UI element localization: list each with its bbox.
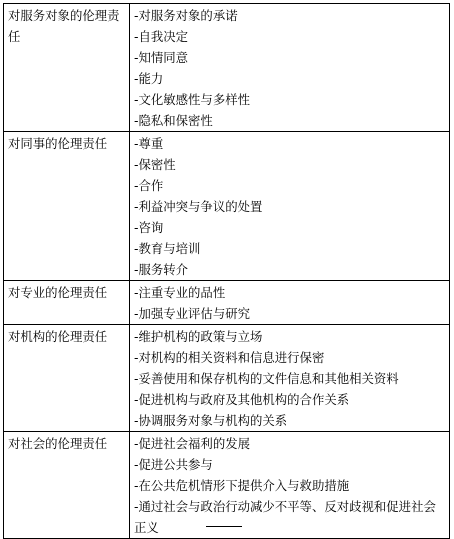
items-cell bbox=[130, 325, 450, 432]
table-row bbox=[4, 325, 450, 432]
category-label: 对服务对象的伦理责任 bbox=[8, 8, 120, 44]
category-label: 对社会的伦理责任 bbox=[8, 436, 108, 451]
list-item: -教育与培训 bbox=[134, 241, 201, 256]
category-label: 对机构的伦理责任 bbox=[8, 329, 108, 344]
list-item: -维护机构的政策与立场 bbox=[134, 329, 263, 344]
table-row bbox=[4, 132, 450, 281]
items-cell bbox=[130, 132, 450, 281]
list-item: -服务转介 bbox=[134, 262, 189, 277]
table-row bbox=[4, 281, 450, 325]
category-cell bbox=[4, 281, 130, 325]
list-item: -对服务对象的承诺 bbox=[134, 8, 238, 23]
list-item: -促进公共参与 bbox=[134, 457, 213, 472]
list-item: -尊重 bbox=[134, 136, 164, 151]
list-item: -妥善使用和保存机构的文件信息和其他相关资料 bbox=[134, 371, 399, 386]
list-item: -文化敏感性与多样性 bbox=[134, 92, 250, 107]
table-row bbox=[4, 432, 450, 539]
list-item: -隐私和保密性 bbox=[134, 113, 213, 128]
items-cell bbox=[130, 281, 450, 325]
items-cell bbox=[130, 432, 450, 539]
list-item: -促进机构与政府及其他机构的合作关系 bbox=[134, 392, 350, 407]
category-cell bbox=[4, 325, 130, 432]
items-cell bbox=[130, 4, 450, 132]
list-item: -促进社会福利的发展 bbox=[134, 436, 250, 451]
category-cell bbox=[4, 4, 130, 132]
category-cell bbox=[4, 132, 130, 281]
list-item: -合作 bbox=[134, 178, 164, 193]
category-label: 对专业的伦理责任 bbox=[8, 285, 108, 300]
list-item: -自我决定 bbox=[134, 29, 189, 44]
list-item: -保密性 bbox=[134, 157, 176, 172]
table-row bbox=[4, 4, 450, 132]
list-item: -利益冲突与争议的处置 bbox=[134, 199, 263, 214]
list-item: -协调服务对象与机构的关系 bbox=[134, 413, 288, 428]
list-item: -能力 bbox=[134, 71, 164, 86]
list-item: -知情同意 bbox=[134, 50, 189, 65]
page-edge-mark bbox=[206, 526, 242, 529]
list-item: -在公共危机情形下提供介入与救助措施 bbox=[134, 478, 350, 493]
list-item: -注重专业的品性 bbox=[134, 285, 226, 300]
category-cell bbox=[4, 432, 130, 539]
ethics-table bbox=[3, 3, 450, 539]
category-label: 对同事的伦理责任 bbox=[8, 136, 108, 151]
list-item: -通过社会与政治行动减少不平等、反对歧视和促进社会正义 bbox=[134, 499, 436, 535]
list-item: -对机构的相关资料和信息进行保密 bbox=[134, 350, 325, 365]
list-item: -咨询 bbox=[134, 220, 164, 235]
list-item: -加强专业评估与研究 bbox=[134, 306, 250, 321]
